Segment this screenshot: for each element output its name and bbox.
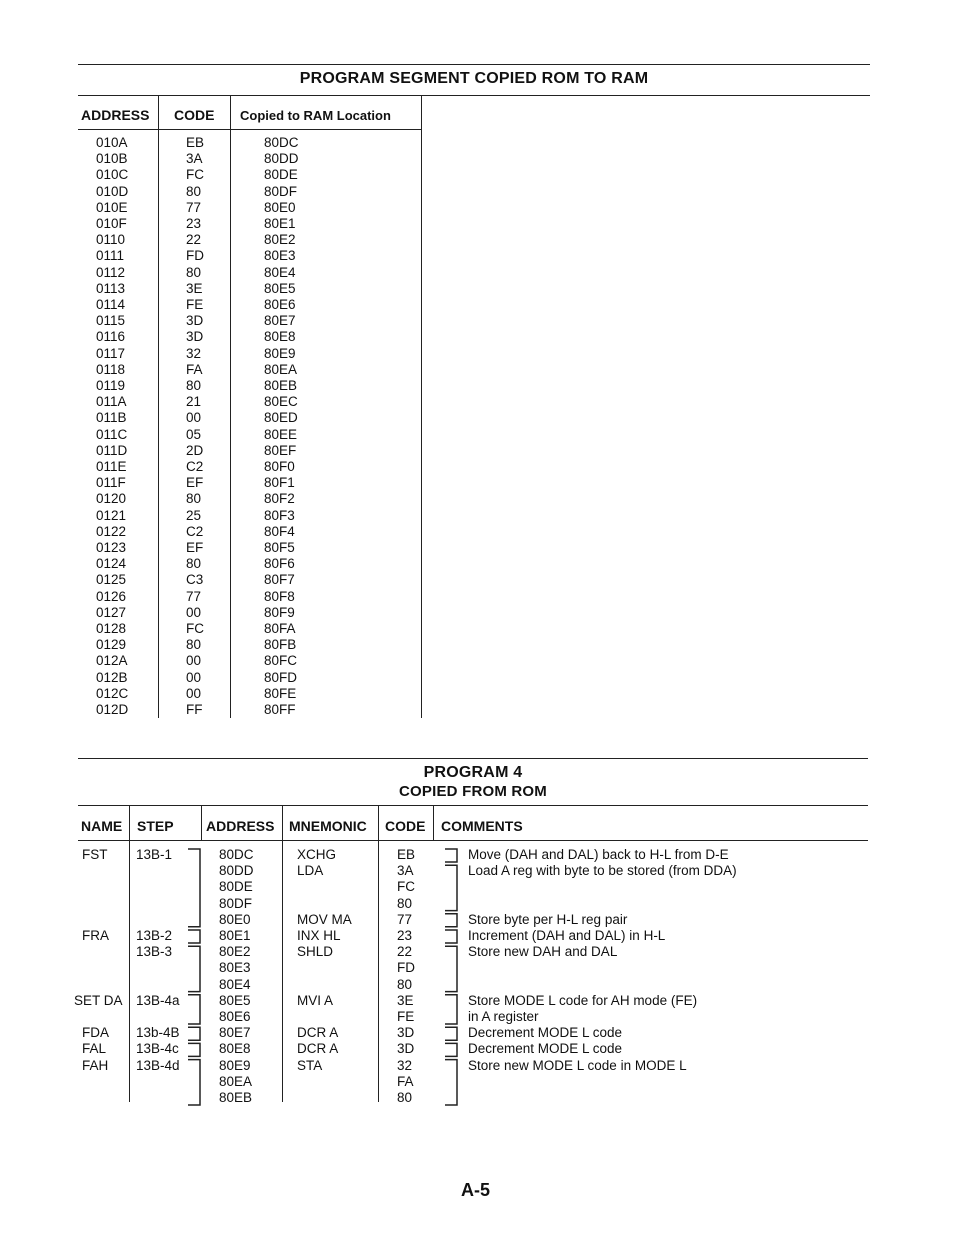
program4-address-cell: 80DF (219, 895, 253, 911)
segment-code-cell: 3D (186, 329, 204, 345)
segment-location-cell: 80E1 (264, 216, 296, 231)
segment-code-cell: C2 (186, 459, 204, 474)
program4-header-code: CODE (385, 818, 426, 834)
program4-code-cell: FE (397, 1009, 415, 1024)
segment-location-cell: 80F0 (264, 459, 295, 474)
program4-address-cell: 80E0 (219, 911, 251, 927)
program4-address-cell: 80E2 (219, 944, 251, 960)
segment-location-cell: 80F7 (264, 572, 295, 588)
segment-code-cell: 22 (186, 232, 202, 248)
segment-code-cell: C2 (186, 523, 204, 539)
program4-code-cell: 80 (397, 895, 413, 911)
segment-location-cell: 80EC (264, 394, 298, 410)
program4-name-cell: FAH (82, 1057, 109, 1073)
program4-name-cell: FRA (82, 928, 109, 943)
segment-address-cell: 011C (96, 426, 128, 442)
segment-location-cell: 80EF (264, 442, 297, 458)
comment-bracket-store-new (445, 946, 457, 991)
program4-address-cell: 80E5 (219, 992, 251, 1008)
program4-name-cell: SET DA (74, 992, 123, 1008)
segment-address-cell: 011E (96, 459, 127, 474)
segment-code-cell: 00 (186, 410, 202, 426)
segment-location-cell: 80DC (264, 135, 299, 150)
step-bracket-13B-4c (188, 1043, 200, 1056)
segment-location-cell: 80F4 (264, 523, 295, 539)
segment-code-cell: EF (186, 540, 204, 555)
program4-code-cell: 32 (397, 1057, 413, 1073)
program4-header-address: ADDRESS (206, 818, 275, 834)
program4-comment-cell: Store new DAH and DAL (468, 944, 618, 960)
segment-address-cell: 0117 (96, 345, 126, 361)
comment-bracket-decrement-2 (445, 1043, 457, 1056)
segment-code-cell: C3 (186, 572, 204, 588)
program4-step-cell: 13B-1 (136, 847, 173, 862)
segment-location-cell: 80E9 (264, 345, 296, 361)
program4-mnemonic-cell: MOV MA (297, 911, 352, 927)
segment-code-cell: 3E (186, 280, 203, 296)
segment-code-cell: 21 (186, 394, 202, 410)
step-bracket-13B-3 (188, 946, 200, 991)
step-bracket-13B-4a (188, 995, 200, 1024)
program4-comment-cell: Store new MODE L code in MODE L (468, 1057, 687, 1073)
program4-code-cell: 77 (397, 911, 413, 927)
comment-bracket-store-byte (445, 914, 457, 927)
segment-code-cell: 80 (186, 556, 202, 572)
program4-header-comments: COMMENTS (441, 818, 523, 834)
program4-subtitle: COPIED FROM ROM (399, 783, 547, 800)
segment-location-cell: 80E3 (264, 248, 296, 264)
program4-comment-cell: Store byte per H-L reg pair (468, 911, 628, 927)
segment-location-cell: 80FF (264, 702, 296, 717)
program4-code-cell: 3D (397, 1041, 415, 1057)
program4-mnemonic-cell: INX HL (297, 928, 341, 943)
segment-location-cell: 80F6 (264, 556, 295, 572)
program4-code-cell: 3E (397, 992, 414, 1008)
segment-address-cell: 012A (96, 653, 128, 669)
program4-code-cell: 22 (397, 944, 413, 960)
segment-location-cell: 80E0 (264, 199, 296, 215)
segment-address-cell: 0111 (96, 248, 125, 264)
segment-code-cell: 80 (186, 378, 202, 393)
program4-step-cell: 13b-4B (136, 1025, 180, 1041)
segment-address-cell: 0128 (96, 621, 127, 636)
segment-address-cell: 0122 (96, 523, 127, 539)
segment-address-cell: 011D (96, 442, 128, 458)
segment-address-cell: 0110 (96, 232, 126, 248)
comment-bracket-store-mode (445, 995, 457, 1024)
segment-address-cell: 011B (96, 410, 127, 426)
segment-code-cell: 05 (186, 426, 202, 442)
segment-address-cell: 0116 (96, 329, 126, 345)
segment-location-cell: 80E7 (264, 313, 296, 329)
segment-code-cell: FF (186, 702, 203, 717)
segment-address-cell: 012C (96, 685, 129, 701)
program4-code-cell: EB (397, 847, 416, 862)
segment-code-cell: 80 (186, 491, 202, 507)
program4-step-cell: 13B-4d (136, 1057, 180, 1073)
program4-code-cell: FD (397, 960, 415, 976)
segment-code-cell: FE (186, 297, 204, 312)
program4-code-cell: 80 (397, 976, 413, 992)
segment-address-cell: 011F (96, 475, 126, 491)
segment-address-cell: 012D (96, 702, 129, 717)
program4-comment-cell: Move (DAH and DAL) back to H-L from D-E (468, 847, 729, 862)
segment-code-cell: 00 (186, 604, 202, 620)
program4-step-cell: 13B-4a (136, 992, 180, 1008)
program4-step-cell: 13B-3 (136, 944, 173, 960)
program4-title: PROGRAM 4 (423, 764, 523, 781)
segment-code-cell: 3A (186, 151, 203, 167)
segment-address-cell: 010D (96, 183, 129, 199)
program4-code-cell: 80 (397, 1090, 413, 1105)
segment-address-cell: 0119 (96, 378, 126, 393)
segment-location-cell: 80FD (264, 669, 298, 685)
page-number: A-5 (461, 1180, 491, 1200)
program4-mnemonic-cell: MVI A (297, 992, 334, 1008)
segment-code-cell: 77 (186, 199, 202, 215)
step-bracket-13b-4B (188, 1027, 200, 1040)
segment-code-cell: 32 (186, 345, 202, 361)
program4-name-cell: FDA (82, 1025, 109, 1041)
program4-step-cell: 13B-4c (136, 1041, 179, 1057)
segment-location-cell: 80DE (264, 167, 298, 183)
segment-location-cell: 80F9 (264, 604, 295, 620)
program4-header-name: NAME (81, 818, 123, 834)
comment-bracket-decrement-1 (445, 1027, 457, 1040)
program4-code-cell: 3D (397, 1025, 415, 1041)
program4-name-cell: FST (82, 847, 108, 862)
segment-code-cell: EF (186, 475, 204, 491)
segment-code-cell: EB (186, 135, 205, 150)
segment-address-cell: 0125 (96, 572, 127, 588)
segment-code-cell: 2D (186, 442, 204, 458)
segment-address-cell: 010B (96, 151, 128, 167)
segment-location-cell: 80FE (264, 685, 297, 701)
program4-address-cell: 80E7 (219, 1025, 251, 1041)
step-bracket-13B-1 (188, 849, 200, 927)
program4-comment-cell: Decrement MODE L code (468, 1025, 623, 1041)
program4-code-cell: FC (397, 879, 415, 895)
program4-address-cell: 80E9 (219, 1057, 251, 1073)
segment-code-cell: 00 (186, 685, 202, 701)
program4-code-cell: 3A (397, 863, 414, 879)
program4-code-cell: FA (397, 1073, 414, 1089)
segment-location-cell: 80E4 (264, 264, 296, 280)
comment-bracket-store-new-mode (445, 1060, 457, 1105)
segment-address-cell: 0124 (96, 556, 127, 572)
segment-location-cell: 80FA (264, 621, 296, 636)
step-bracket-13B-2 (188, 930, 200, 943)
program4-mnemonic-cell: XCHG (297, 847, 337, 862)
segment-location-cell: 80E5 (264, 280, 296, 296)
program4-comment-cell: Decrement MODE L code (468, 1041, 623, 1057)
segment-address-cell: 0129 (96, 637, 127, 653)
segment-address-cell: 0121 (96, 507, 127, 523)
segment-address-cell: 010E (96, 199, 128, 215)
segment-location-cell: 80F8 (264, 588, 295, 604)
program4-mnemonic-cell: LDA (297, 863, 324, 879)
segment-address-cell: 0112 (96, 264, 126, 280)
program4-address-cell: 80DC (219, 847, 254, 862)
segment-location-cell: 80EB (264, 378, 298, 393)
segment-address-cell: 0118 (96, 361, 126, 377)
program4-name-cell: FAL (82, 1041, 107, 1057)
program4-address-cell: 80E3 (219, 960, 251, 976)
segment-code-cell: 77 (186, 588, 202, 604)
segment-address-cell: 0113 (96, 280, 126, 296)
segment-code-cell: 23 (186, 216, 202, 231)
segment-location-cell: 80E6 (264, 297, 296, 312)
segment-location-cell: 80F5 (264, 540, 295, 555)
segment-location-cell: 80DF (264, 183, 298, 199)
program4-comment-cell: in A register (468, 1009, 539, 1024)
program4-code-cell: 23 (397, 928, 413, 943)
program4-comment-cell: Increment (DAH and DAL) in H-L (468, 928, 666, 943)
segment-code-cell: 3D (186, 313, 204, 329)
segment-address-cell: 010C (96, 167, 129, 183)
segment-location-cell: 80ED (264, 410, 298, 426)
program4-mnemonic-cell: DCR A (297, 1025, 339, 1041)
segment-address-cell: 0126 (96, 588, 127, 604)
segment-header-address: ADDRESS (81, 107, 150, 123)
segment-code-cell: 00 (186, 653, 202, 669)
program4-step-cell: 13B-2 (136, 928, 173, 943)
program4-mnemonic-cell: DCR A (297, 1041, 339, 1057)
program4-header-mnemonic: MNEMONIC (289, 818, 367, 834)
program4-address-cell: 80DD (219, 863, 254, 879)
program4-address-cell: 80EB (219, 1090, 253, 1105)
segment-location-cell: 80F2 (264, 491, 295, 507)
segment-code-cell: FA (186, 361, 203, 377)
segment-address-cell: 0115 (96, 313, 126, 329)
comment-bracket-move (445, 849, 457, 862)
segment-code-cell: 80 (186, 637, 202, 653)
segment-code-cell: FC (186, 167, 204, 183)
program4-mnemonic-cell: STA (297, 1057, 323, 1073)
segment-code-cell: 80 (186, 264, 202, 280)
segment-title: PROGRAM SEGMENT COPIED ROM TO RAM (299, 70, 649, 87)
segment-address-cell: 010A (96, 135, 128, 150)
program4-address-cell: 80EA (219, 1073, 253, 1089)
segment-location-cell: 80EA (264, 361, 298, 377)
program4-address-cell: 80E8 (219, 1041, 251, 1057)
program4-header-step: STEP (137, 818, 174, 834)
comment-bracket-increment (445, 930, 457, 943)
program4-comment-cell: Store MODE L code for AH mode (FE) (468, 992, 698, 1008)
segment-location-cell: 80E8 (264, 329, 296, 345)
program4-address-cell: 80DE (219, 879, 253, 895)
segment-code-cell: FC (186, 621, 204, 636)
segment-address-cell: 012B (96, 669, 128, 685)
segment-address-cell: 0120 (96, 491, 127, 507)
comment-bracket-load (445, 865, 457, 910)
segment-address-cell: 011A (96, 394, 127, 410)
segment-location-cell: 80E2 (264, 232, 296, 248)
segment-code-cell: 80 (186, 183, 202, 199)
step-bracket-13B-4d (188, 1060, 200, 1105)
segment-address-cell: 0127 (96, 604, 127, 620)
segment-address-cell: 0114 (96, 297, 126, 312)
segment-address-cell: 0123 (96, 540, 127, 555)
segment-location-cell: 80FB (264, 637, 297, 653)
segment-location-cell: 80F3 (264, 507, 295, 523)
segment-code-cell: FD (186, 248, 204, 264)
segment-location-cell: 80F1 (264, 475, 295, 491)
segment-header-location: Copied to RAM Location (240, 108, 391, 123)
program4-address-cell: 80E4 (219, 976, 251, 992)
segment-location-cell: 80FC (264, 653, 298, 669)
segment-location-cell: 80EE (264, 426, 298, 442)
program4-comment-cell: Load A reg with byte to be stored (from DDA) (468, 863, 737, 879)
program4-address-cell: 80E1 (219, 928, 251, 943)
program4-mnemonic-cell: SHLD (297, 944, 334, 960)
program4-address-cell: 80E6 (219, 1009, 251, 1024)
segment-address-cell: 010F (96, 216, 127, 231)
segment-code-cell: 00 (186, 669, 202, 685)
segment-code-cell: 25 (186, 507, 202, 523)
segment-header-code: CODE (174, 107, 215, 123)
segment-location-cell: 80DD (264, 151, 299, 167)
